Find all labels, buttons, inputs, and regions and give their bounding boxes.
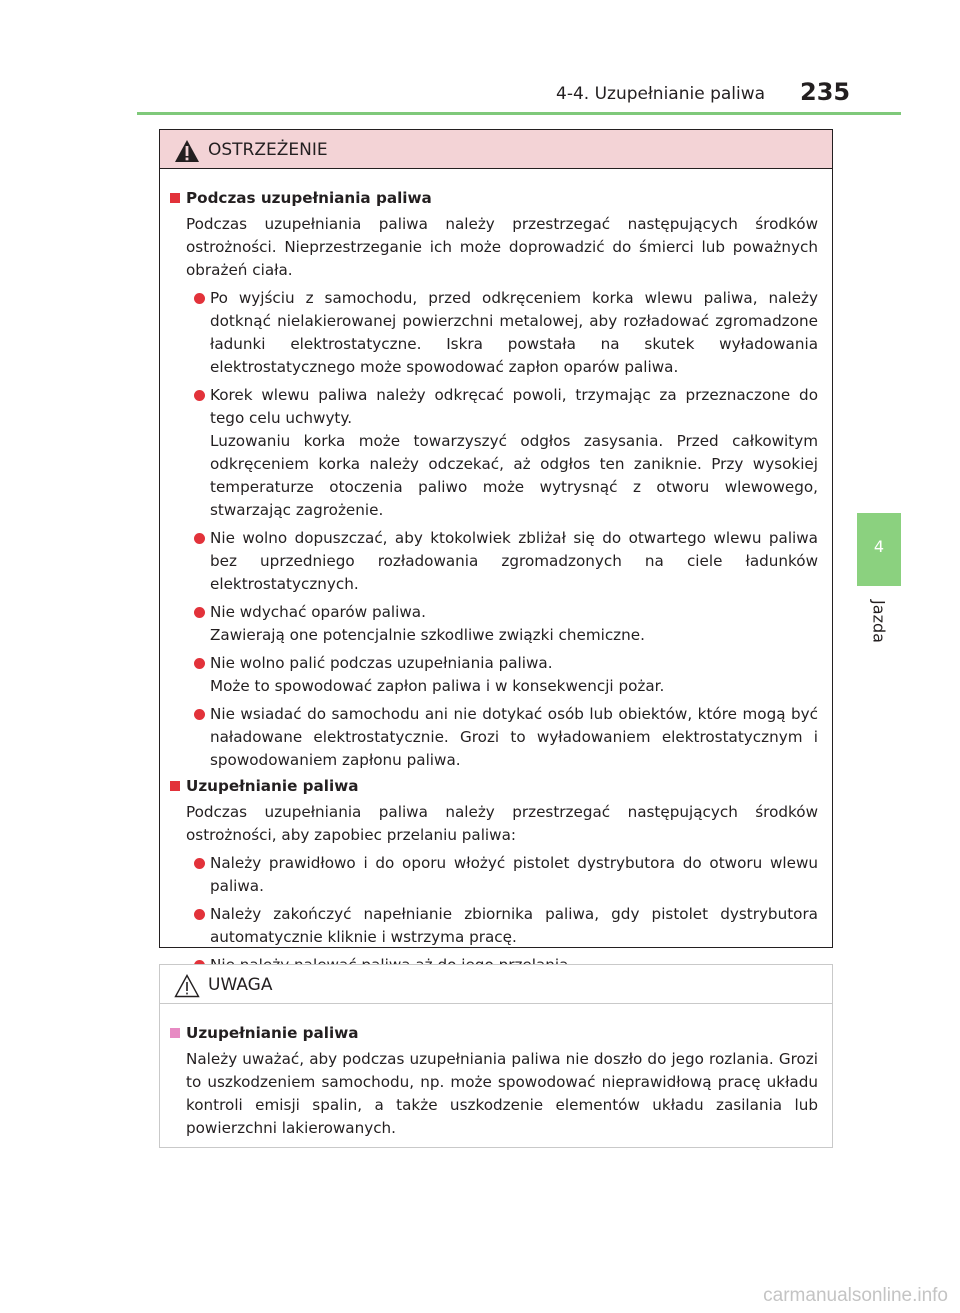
bullet-item [170, 527, 818, 596]
chapter-number: 4 [873, 537, 885, 556]
bullet-item [170, 287, 818, 379]
section-heading [170, 187, 818, 210]
bullet-text: Nie wsiadać do samochodu ani nie dotykać osób lub obiektów, które mogą być naładowane elektrostatycznie. Grozi to wyładowaniem elektrostatycznym i spowodowaniem zapłonu paliwa. [210, 705, 818, 769]
warning-title: OSTRZEŻENIE [208, 140, 328, 160]
watermark: carmanualsonline.info [763, 1285, 948, 1306]
chapter-tab [857, 513, 901, 586]
page-number: 235 [800, 78, 851, 106]
notice-body [160, 1004, 832, 1140]
bullet-text: Nie wolno dopuszczać, aby ktokolwiek zbliżał się do otwartego wlewu paliwa bez uprzedniego rozładowania zgromadzonych na ciele ładunków elektrostatycznych. [210, 529, 818, 593]
bullet-text: Należy prawidłowo i do oporu włożyć pistolet dystrybutora do otworu wlewu paliwa. [210, 854, 818, 895]
bullet-item [170, 903, 818, 949]
section-intro: Podczas uzupełniania paliwa należy przestrzegać następujących środków ostrożności. Nieprzestrzeganie ich może doprowadzić do śmierci lub poważnych obrażeń ciała. [186, 215, 818, 279]
section-heading-text: Uzupełnianie paliwa [186, 777, 359, 795]
notice-header [160, 965, 832, 1004]
warning-header [160, 130, 832, 169]
bullet-dot [194, 390, 205, 401]
bullet-text: Należy zakończyć napełnianie zbiornika paliwa, gdy pistolet dystrybutora automatycznie kliknie i wstrzyma pracę. [210, 905, 818, 946]
bullet-dot [194, 858, 205, 869]
warning-triangle-outline-icon [174, 974, 200, 998]
warning-body [160, 169, 832, 977]
bullet-item [170, 852, 818, 898]
chapter-label: Jazda [869, 600, 889, 643]
bullet-item [170, 652, 818, 698]
bullet-item [170, 384, 818, 522]
bullet-text: Nie wdychać oparów paliwa. Zawierają one potencjalnie szkodliwe związki chemiczne. [210, 603, 645, 644]
warning-box [159, 129, 833, 948]
header-rule [137, 112, 901, 115]
bullet-dot [194, 533, 205, 544]
bullet-text: Po wyjściu z samochodu, przed odkręceniem korka wlewu paliwa, należy dotknąć nielakierowanej powierzchni metalowej, aby rozładować zgromadzone ładunki elektrostatyczne. Iskra powstała na skutek wyładowania elektrostatycznego może spowodować zapłon oparów paliwa. [210, 289, 818, 376]
section-heading-text: Podczas uzupełniania paliwa [186, 189, 432, 207]
bullet-dot [194, 293, 205, 304]
notice-box [159, 964, 833, 1148]
bullet-dot [194, 607, 205, 618]
section-title: 4-4. Uzupełnianie paliwa [556, 84, 766, 104]
section-heading [170, 775, 818, 798]
notice-text: Należy uważać, aby podczas uzupełniania paliwa nie doszło do jego rozlania. Grozi to uszkodzeniem samochodu, np. może spowodować nieprawidłową pracę układu kontroli emisji spalin, a także uszkodzenie elementów układu zasilania lub powierzchni lakierowanych. [186, 1050, 818, 1137]
section-square-bullet [170, 1028, 180, 1038]
bullet-dot [194, 909, 205, 920]
notice-title: UWAGA [208, 975, 273, 995]
bullet-item [170, 601, 818, 647]
section-intro: Podczas uzupełniania paliwa należy przestrzegać następujących środków ostrożności, aby zapobiec przelaniu paliwa: [186, 803, 818, 844]
bullet-text: Nie wolno palić podczas uzupełniania paliwa. Może to spowodować zapłon paliwa i w konsekwencji pożar. [210, 654, 665, 695]
section-heading-text: Uzupełnianie paliwa [186, 1024, 359, 1042]
bullet-dot [194, 658, 205, 669]
bullet-dot [194, 709, 205, 720]
section-square-bullet [170, 781, 180, 791]
section-square-bullet [170, 193, 180, 203]
section-heading [170, 1022, 818, 1045]
bullet-item [170, 703, 818, 772]
chapter-label-wrap [868, 594, 890, 654]
bullet-text: Korek wlewu paliwa należy odkręcać powoli, trzymając za przeznaczone do tego celu uchwyty. Luzowaniu korka może towarzyszyć odgłos zasysania. Przed całkowitym odkręceniem korka należy odczekać, aż odgłos ten zaniknie. Przy wysokiej temperaturze otoczenia paliwo może wytrysnąć z otworu wlewowego, stwarzając zagrożenie. [210, 386, 818, 519]
warning-triangle-filled-icon [174, 139, 200, 163]
